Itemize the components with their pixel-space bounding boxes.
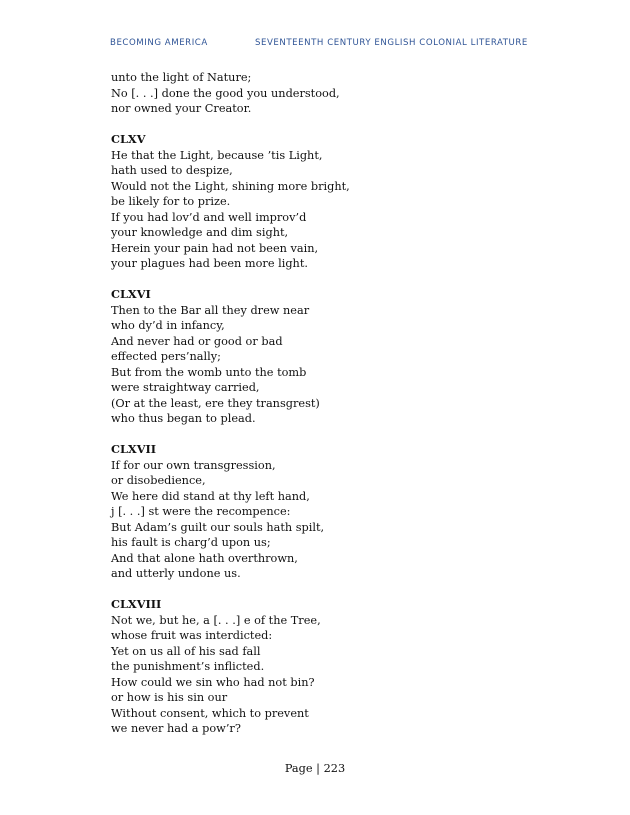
verse-line: be likely for to prize. [111,195,231,208]
verse-line: Yet on us all of his sad fall [111,644,261,658]
verse-line: or how is his sin our [111,691,228,704]
verse-line: were straightway carried, [111,381,260,394]
page-number: Page | 223 [284,762,346,775]
verse-line: (Or at the least, ere they transgrest) [111,396,320,410]
stanza-heading: CLXV [111,132,146,146]
verse-line: But Adam’s guilt our souls hath spilt, [111,520,325,534]
verse-line: who dy’d in infancy, [111,319,225,332]
verse-line: or disobedience, [111,474,206,487]
verse-line: No [. . .] done the good you understood, [111,86,340,100]
verse-line: hath used to despize, [111,164,233,177]
poem-body [111,70,531,737]
verse-line: we never had a pow’r? [111,722,241,735]
header-section-title: SEVENTEENTH CENTURY ENGLISH COLONIAL LITERATURE [255,38,528,48]
stanza [111,287,531,427]
verse-line: And never had or good or bad [111,334,283,348]
verse-line: How could we sin who had not bin? [111,675,315,689]
header-book-title: BECOMING AMERICA [110,38,208,48]
verse-line: who thus began to plead. [111,412,256,425]
verse-line: But from the womb unto the tomb [111,365,307,379]
stanza [111,70,531,117]
verse-line: nor owned your Creator. [111,102,252,115]
verse-line: his fault is charg’d upon us; [111,536,271,549]
verse-line: Herein your pain had not been vain, [111,241,319,255]
verse-line: whose fruit was interdicted: [111,629,273,642]
stanza-heading: CLXVI [111,287,151,301]
stanza-heading: CLXVIII [111,597,162,611]
verse-line: And that alone hath overthrown, [111,551,298,565]
stanza [111,132,531,272]
verse-line: your plagues had been more light. [111,257,308,270]
verse-line: Not we, but he, a [. . .] e of the Tree, [111,613,321,627]
verse-line: If you had lov’d and well improv’d [111,210,307,224]
verse-line: We here did stand at thy left hand, [111,489,310,503]
page-footer [0,762,630,775]
verse-line: He that the Light, because ’tis Light, [111,148,323,162]
verse-line: j [. . .] st were the recompence: [111,505,291,518]
verse-line: your knowledge and dim sight, [111,226,289,239]
stanza [111,597,531,737]
stanza-heading: CLXVII [111,442,157,456]
running-header [110,38,528,52]
verse-line: Would not the Light, shining more bright, [111,179,350,193]
verse-line: and utterly undone us. [111,567,241,580]
verse-line: effected pers’nally; [111,350,221,363]
verse-line: the punishment’s inflicted. [111,660,265,673]
verse-line: If for our own transgression, [111,458,276,472]
verse-line: unto the light of Nature; [111,71,252,84]
verse-line: Then to the Bar all they drew near [111,303,310,317]
stanza [111,442,531,582]
verse-line: Without consent, which to prevent [111,706,309,720]
